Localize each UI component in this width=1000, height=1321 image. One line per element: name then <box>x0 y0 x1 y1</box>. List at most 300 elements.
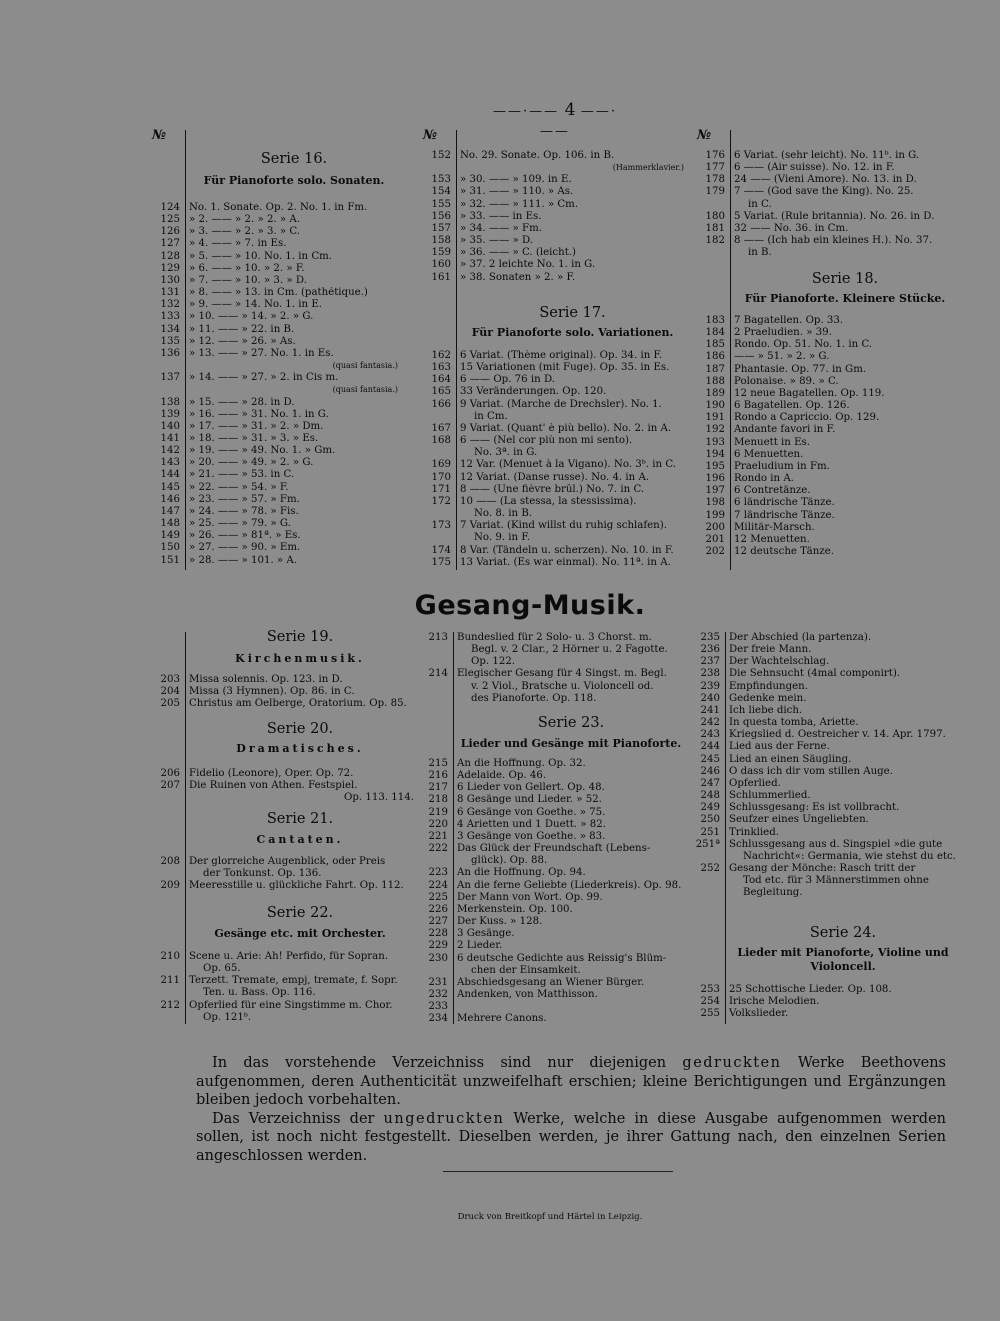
entry-title: (quasi fantasia.) <box>332 385 398 395</box>
entry-number: 192 <box>705 424 725 436</box>
entry-title: Trinklied. <box>729 826 779 838</box>
entry-title: Opferlied für eine Singstimme m. Chor. <box>189 999 393 1011</box>
entry-number: 224 <box>428 879 448 891</box>
entry-number: 194 <box>705 448 725 460</box>
entry-number: 140 <box>160 420 180 432</box>
entry-title: » 21. —— » 53. in C. <box>189 469 295 481</box>
entry-number <box>423 508 460 520</box>
entry-number: 201 <box>705 533 725 545</box>
entry-number: 143 <box>160 457 180 469</box>
catalogue-entry <box>152 963 414 975</box>
entry-title: 12 Var. (Menuet à la Vigano). No. 3ᵇ. in C. <box>460 459 677 471</box>
entry-title: in B. <box>748 247 772 259</box>
entry-title: glück). Op. 88. <box>471 855 548 867</box>
entry-title: Militär-Marsch. <box>734 521 815 533</box>
entry-number: 130 <box>160 274 180 286</box>
entry-title: 6 Gesänge von Goethe. » 75. <box>457 806 606 818</box>
entry-title: » 23. —— » 57. » Fm. <box>189 493 300 505</box>
entry-title: » 35. —— » D. <box>460 235 534 247</box>
catalogue-entry <box>152 792 414 804</box>
catalogue-entry <box>692 766 960 778</box>
catalogue-entry <box>423 150 688 162</box>
entry-number <box>423 532 460 544</box>
catalogue-entry <box>152 348 402 360</box>
entry-number: 216 <box>428 770 448 782</box>
entry-title: 7 Variat. (Kind willst du ruhig schlafen). <box>460 520 667 532</box>
entry-title: » 32. —— » 111. » Cm. <box>460 198 579 210</box>
entry-number: 160 <box>431 259 451 271</box>
entry-number: 172 <box>431 495 451 507</box>
entry-number: 226 <box>428 903 448 915</box>
entry-title: 8 Gesänge und Lieder. » 52. <box>457 794 602 806</box>
entry-number: 163 <box>431 362 451 374</box>
entry-title: 6 —— (Nel cor più non mi sento). <box>460 435 633 447</box>
catalogue-entry <box>697 497 959 509</box>
entry-title: » 12. —— » 26. » As. <box>189 335 296 347</box>
entry-number: 168 <box>431 435 451 447</box>
catalogue-entry <box>697 174 959 186</box>
entry-title: 15 Variationen (mit Fuge). Op. 35. in Es. <box>460 362 670 374</box>
catalogue-entry <box>152 768 414 780</box>
catalogue-entry <box>697 437 959 449</box>
entry-title: Fidelio (Leonore), Oper. Op. 72. <box>189 768 354 779</box>
catalogue-entry <box>152 530 402 542</box>
entry-number: 147 <box>160 505 180 517</box>
catalogue-entry <box>152 384 402 396</box>
catalogue-entry <box>697 510 959 522</box>
catalogue-entry <box>420 656 688 668</box>
entry-title: 6 —— (Air suisse). No. 12. in F. <box>734 162 895 174</box>
entry-title: der Tonkunst. Op. 136. <box>203 868 322 880</box>
entry-number: 154 <box>431 186 451 198</box>
catalogue-entry <box>697 522 959 534</box>
entry-number: 233 <box>428 1001 448 1013</box>
entry-number: 213 <box>428 632 448 643</box>
note-p2-emphasis: ungedruckten <box>383 1110 505 1127</box>
entry-number: 169 <box>431 459 451 471</box>
entry-title: » 27. —— » 90. » Em. <box>189 542 301 554</box>
entry-number: 166 <box>431 398 451 410</box>
entry-number: 200 <box>705 521 725 533</box>
entry-number: 254 <box>700 996 720 1008</box>
entry-number: 189 <box>705 387 725 399</box>
catalogue-entry <box>152 311 402 323</box>
catalogue-entry <box>692 668 960 680</box>
entry-title: 6 ländrische Tänze. <box>734 497 835 509</box>
catalogue-entry <box>697 211 959 223</box>
catalogue-entry <box>420 843 688 855</box>
entry-number: 146 <box>160 493 180 505</box>
catalogue-entry <box>152 299 402 311</box>
entry-number: 186 <box>705 351 725 363</box>
serie-16-continued-list <box>423 150 688 284</box>
note-p1-start: In das vorstehende Verzeichniss sind nur diejenigen <box>212 1055 667 1071</box>
catalogue-entry <box>697 461 959 473</box>
entry-title: » 10. —— » 14. » 2. » G. <box>189 311 314 323</box>
entry-title: 12 neue Bagatellen. Op. 119. <box>734 387 885 399</box>
entry-number: 197 <box>705 485 725 497</box>
number-mark: № <box>152 128 167 143</box>
catalogue-entry <box>420 782 688 794</box>
entry-title: No. 8. in B. <box>474 508 533 520</box>
note-paragraph-1 <box>196 1054 946 1110</box>
entry-title: 6 Contretänze. <box>734 485 811 497</box>
entry-title: Schlummerlied. <box>729 790 811 802</box>
entry-number: 215 <box>428 758 448 769</box>
entry-title: Christus am Oelberge, Oratorium. Op. 85. <box>189 698 407 710</box>
entry-title: Schlussgesang: Es ist vollbracht. <box>729 802 900 814</box>
entry-number: 153 <box>431 174 451 186</box>
entry-title: Gesang der Mönche: Rasch tritt der <box>729 862 916 874</box>
catalogue-entry <box>420 819 688 831</box>
entry-title: Praeludium in Fm. <box>734 460 830 472</box>
entry-title: 12 Menuetten. <box>734 533 810 545</box>
entry-number <box>420 693 457 705</box>
serie-22-section: Gesänge etc. mit Orchester. <box>214 927 386 940</box>
note-paragraph-2 <box>196 1110 946 1166</box>
entry-title: Der Kuss. » 128. <box>457 916 543 928</box>
catalogue-entry <box>692 839 960 851</box>
entry-title: 10 —— (La stessa, la stessissima). <box>460 495 637 507</box>
catalogue-entry <box>152 372 402 384</box>
serie-16-list <box>152 202 402 567</box>
serie-19-section: Kirchenmusik. <box>235 652 365 665</box>
entry-number: 171 <box>431 483 451 495</box>
entry-title: Opferlied. <box>729 777 781 789</box>
entry-number: 236 <box>700 644 720 656</box>
entry-title: Scene u. Arie: Ah! Perfido, für Sopran. <box>189 951 389 962</box>
catalogue-entry <box>697 546 959 558</box>
entry-number: 218 <box>428 794 448 806</box>
entry-number: 175 <box>431 556 451 568</box>
entry-title: » 5. —— » 10. No. 1. in Cm. <box>189 250 333 262</box>
catalogue-entry <box>152 1000 414 1012</box>
serie-19-heading: Serie 19. <box>266 629 334 645</box>
entry-title: in C. <box>748 198 772 210</box>
closing-note <box>196 1054 946 1165</box>
entry-title: No. 9. in F. <box>474 532 531 544</box>
entry-title: » 6. —— » 10. » 2. » F. <box>189 262 305 274</box>
entry-title: » 34. —— » Fm. <box>460 222 542 234</box>
entry-number: 214 <box>428 668 448 680</box>
catalogue-entry <box>697 199 959 211</box>
catalogue-entry <box>692 778 960 790</box>
column-6 <box>692 632 960 1024</box>
entry-number: 255 <box>700 1008 720 1020</box>
catalogue-entry <box>423 223 688 235</box>
catalogue-entry <box>152 275 402 287</box>
entry-title: Der Mann von Wort. Op. 99. <box>457 891 603 903</box>
catalogue-entry <box>423 508 688 520</box>
entry-title: » 22. —— » 54. » F. <box>189 481 289 493</box>
serie-23-list <box>420 758 688 1025</box>
entry-title <box>457 1001 688 1013</box>
catalogue-entry <box>423 435 688 447</box>
catalogue-entry <box>692 754 960 766</box>
entry-title: Seufzer eines Ungeliebten. <box>729 814 869 826</box>
serie-17-continued-list <box>697 150 959 259</box>
catalogue-entry <box>420 977 688 989</box>
catalogue-entry <box>692 644 960 656</box>
catalogue-entry <box>697 485 959 497</box>
entry-number: 150 <box>160 542 180 554</box>
catalogue-entry <box>420 940 688 952</box>
entry-number <box>152 963 189 975</box>
entry-title: 9 Variat. (Marche de Drechsler). No. 1. <box>460 398 662 410</box>
number-mark: № <box>697 128 712 143</box>
entry-number: 203 <box>160 674 180 685</box>
entry-number: 229 <box>428 940 448 952</box>
catalogue-entry <box>152 506 402 518</box>
serie-24-heading: Serie 24. <box>809 925 877 941</box>
entry-number: 199 <box>705 509 725 521</box>
entry-title: 6 Bagatellen. Op. 126. <box>734 400 850 412</box>
column-1 <box>152 130 402 570</box>
catalogue-entry <box>420 855 688 867</box>
entry-title: 8 Var. (Tändeln u. scherzen). No. 10. in F. <box>460 544 674 556</box>
serie-22-heading: Serie 22. <box>266 905 334 921</box>
entry-title: » 11. —— » 22. in B. <box>189 323 295 335</box>
catalogue-entry <box>152 457 402 469</box>
entry-number: 134 <box>160 323 180 335</box>
entry-title: 12 Variat. (Danse russe). No. 4. in A. <box>460 471 650 483</box>
entry-title: Terzett. Tremate, empj, tremate, f. Sopr. <box>189 975 398 987</box>
catalogue-entry <box>152 780 414 792</box>
catalogue-entry <box>420 965 688 977</box>
entry-number: 242 <box>700 717 720 729</box>
serie-17-heading: Serie 17. <box>539 305 606 321</box>
entry-title: 5 Variat. (Rule britannia). No. 26. in D. <box>734 210 935 222</box>
entry-number <box>152 360 189 372</box>
entry-number: 125 <box>160 214 180 226</box>
entry-number <box>152 1012 189 1024</box>
page-number-dash-right: ——·—— <box>540 104 617 139</box>
entry-number: 151 <box>160 554 180 566</box>
serie-16-section: Für Pianoforte solo. Sonaten. <box>203 174 385 187</box>
entry-number: 138 <box>160 396 180 408</box>
entry-number: 227 <box>428 916 448 928</box>
entry-title: » 38. Sonaten » 2. » F. <box>460 271 576 283</box>
entry-number: 156 <box>431 210 451 222</box>
serie-17-section: Für Pianoforte solo. Variationen. <box>471 326 674 339</box>
entry-title: Abschiedsgesang an Wiener Bürger. <box>457 976 645 988</box>
entry-title: Op. 122. <box>471 656 516 668</box>
entry-title: Der glorreiche Augenblick, oder Preis <box>189 856 386 867</box>
entry-title: Rondo. Op. 51. No. 1. in C. <box>734 339 873 351</box>
catalogue-entry <box>152 518 402 530</box>
note-p2-end: Werke, welche in diese Ausgabe aufgenommen werden sollen, ist noch nicht festgestellt. Dieselben werden, je ihrer Gattung nach, den einzelnen Serien angeschlossen werden. <box>196 1110 947 1164</box>
column-3 <box>697 130 959 570</box>
catalogue-entry <box>152 674 414 686</box>
catalogue-entry <box>692 814 960 826</box>
entry-number: 251ª <box>695 838 720 850</box>
entry-title: 6 Menuetten. <box>734 448 804 460</box>
entry-title: Phantasie. Op. 77. in Gm. <box>734 363 867 375</box>
entry-number: 243 <box>700 729 720 741</box>
serie-24-section: Lieder mit Pianoforte, Violine und Violoncell. <box>737 946 949 973</box>
entry-title: Elegischer Gesang für 4 Singst. m. Begl. <box>457 668 667 680</box>
entry-title: » 8. —— » 13. in Cm. (pathétique.) <box>189 287 368 299</box>
catalogue-entry <box>420 770 688 782</box>
gesang-musik-title: Gesang-Musik. <box>414 590 646 621</box>
entry-number: 124 <box>160 202 180 213</box>
entry-title: » 25. —— » 79. » G. <box>189 518 291 530</box>
entry-title: 6 Lieder von Gellert. Op. 48. <box>457 782 605 794</box>
catalogue-entry <box>423 532 688 544</box>
entry-number: 211 <box>160 975 180 987</box>
catalogue-entry <box>692 656 960 668</box>
serie-18-section: Für Pianoforte. Kleinere Stücke. <box>744 292 946 305</box>
entry-title: Andenken, von Matthisson. <box>457 988 598 1000</box>
entry-number: 231 <box>428 976 448 988</box>
entry-title: 2 Lieder. <box>457 940 503 952</box>
entry-number: 206 <box>160 768 180 779</box>
entry-number: 158 <box>431 235 451 247</box>
catalogue-entry <box>152 987 414 999</box>
entry-title: » 14. —— » 27. » 2. in Cis m. <box>189 372 339 384</box>
entry-title: Der Wachtelschlag. <box>729 656 830 668</box>
entry-number <box>692 887 729 899</box>
serie-21-heading: Serie 21. <box>266 811 334 827</box>
entry-title: Nachricht«: Germania, wie stehst du etc. <box>743 850 956 862</box>
entry-number: 170 <box>431 471 451 483</box>
entry-title: In questa tomba, Ariette. <box>729 717 859 729</box>
catalogue-entry <box>697 315 959 327</box>
serie-22-list <box>152 951 414 1024</box>
catalogue-entry <box>152 1012 414 1024</box>
entry-number <box>423 447 460 459</box>
entry-number: 238 <box>700 668 720 680</box>
entry-title: Lied an einen Säugling. <box>729 753 852 765</box>
catalogue-entry <box>692 863 960 875</box>
entry-number: 127 <box>160 238 180 250</box>
catalogue-entry <box>423 259 688 271</box>
catalogue-entry <box>423 350 688 362</box>
entry-number: 188 <box>705 375 725 387</box>
catalogue-entry <box>152 202 402 214</box>
catalogue-entry <box>692 681 960 693</box>
catalogue-entry <box>420 892 688 904</box>
catalogue-entry <box>152 868 414 880</box>
entry-number: 195 <box>705 460 725 472</box>
entry-title: An die Hoffnung. Op. 32. <box>457 758 586 769</box>
catalogue-entry <box>423 545 688 557</box>
serie-16-heading: Serie 16. <box>260 151 328 167</box>
entry-number: 167 <box>431 422 451 434</box>
catalogue-entry <box>692 984 960 996</box>
entry-title: Ten. u. Bass. Op. 116. <box>203 987 316 999</box>
catalogue-entry <box>423 162 688 174</box>
catalogue-entry <box>697 351 959 363</box>
entry-title: 24 —— (Vieni Amore). No. 13. in D. <box>734 174 917 186</box>
entry-number: 207 <box>160 780 180 792</box>
serie-24-list <box>692 984 960 1020</box>
entry-number: 235 <box>700 632 720 643</box>
entry-number: 208 <box>160 856 180 867</box>
catalogue-entry <box>423 211 688 223</box>
entry-number: 185 <box>705 339 725 351</box>
entry-number <box>423 411 460 423</box>
entry-number <box>420 644 457 656</box>
entry-number: 221 <box>428 830 448 842</box>
entry-title: » 37. 2 leichte No. 1. in G. <box>460 259 596 271</box>
catalogue-entry <box>423 496 688 508</box>
entry-title: » 20. —— » 49. » 2. » G. <box>189 457 314 469</box>
serie-23-section: Lieder und Gesänge mit Pianoforte. <box>460 737 682 750</box>
entry-title: Irische Melodien. <box>729 996 820 1008</box>
catalogue-entry <box>152 421 402 433</box>
note-p1-emphasis: gedruckten <box>682 1055 782 1071</box>
entry-number: 183 <box>705 315 725 326</box>
catalogue-entry <box>152 445 402 457</box>
entry-title: An die ferne Geliebte (Liederkreis). Op. 98. <box>457 879 682 891</box>
entry-number: 225 <box>428 891 448 903</box>
entry-title: » 18. —— » 31. » 3. » Es. <box>189 432 319 444</box>
catalogue-entry <box>152 324 402 336</box>
catalogue-entry <box>420 632 688 644</box>
entry-title: Merkenstein. Op. 100. <box>457 903 573 915</box>
entry-title: 7 Bagatellen. Op. 33. <box>734 315 844 326</box>
catalogue-entry <box>152 287 402 299</box>
entry-number: 240 <box>700 692 720 704</box>
catalogue-entry <box>423 235 688 247</box>
entry-number: 248 <box>700 790 720 802</box>
entry-title: No. 1. Sonate. Op. 2. No. 1. in Fm. <box>189 202 368 213</box>
entry-number: 204 <box>160 686 180 698</box>
serie-18-list <box>697 315 959 558</box>
entry-title: Missa solennis. Op. 123. in D. <box>189 674 343 685</box>
catalogue-entry <box>423 386 688 398</box>
entry-title: Menuett in Es. <box>734 436 810 448</box>
entry-title: Op. 121ᵇ. <box>203 1011 252 1023</box>
entry-number: 139 <box>160 408 180 420</box>
catalogue-entry <box>423 459 688 471</box>
catalogue-entry <box>152 856 414 868</box>
catalogue-entry <box>692 996 960 1008</box>
catalogue-entry <box>697 339 959 351</box>
entry-title: Rondo in A. <box>734 473 794 485</box>
entry-title: O dass ich dir vom stillen Auge. <box>729 765 893 777</box>
entry-number: 148 <box>160 518 180 530</box>
entry-title: Die Sehnsucht (4mal componirt). <box>729 668 901 680</box>
entry-number: 141 <box>160 432 180 444</box>
catalogue-entry <box>697 412 959 424</box>
catalogue-entry <box>697 376 959 388</box>
serie-21-section: Cantaten. <box>256 833 344 846</box>
entry-title: 12 deutsche Tänze. <box>734 545 834 557</box>
entry-number: 202 <box>705 545 725 557</box>
entry-number: 230 <box>428 952 448 964</box>
catalogue-entry <box>692 741 960 753</box>
entry-title: 33 Veränderungen. Op. 120. <box>460 386 607 398</box>
entry-number: 155 <box>431 198 451 210</box>
catalogue-entry <box>697 388 959 400</box>
entry-title: Lied aus der Ferne. <box>729 741 830 753</box>
entry-number: 161 <box>431 271 451 283</box>
entry-title: Der freie Mann. <box>729 644 812 656</box>
entry-title: 3 Gesänge. <box>457 928 515 940</box>
entry-number: 129 <box>160 262 180 274</box>
serie-23-heading: Serie 23. <box>537 715 605 731</box>
entry-title: 7 —— (God save the King). No. 25. <box>734 186 914 198</box>
serie-17-list <box>423 350 688 569</box>
entry-number: 142 <box>160 445 180 457</box>
catalogue-entry <box>420 928 688 940</box>
entry-title: chen der Einsamkeit. <box>471 964 581 976</box>
catalogue-entry <box>420 681 688 693</box>
entry-title: Begl. v. 2 Clar., 2 Hörner u. 2 Fagotte. <box>471 644 668 656</box>
entry-title: Adelaide. Op. 46. <box>457 770 547 782</box>
